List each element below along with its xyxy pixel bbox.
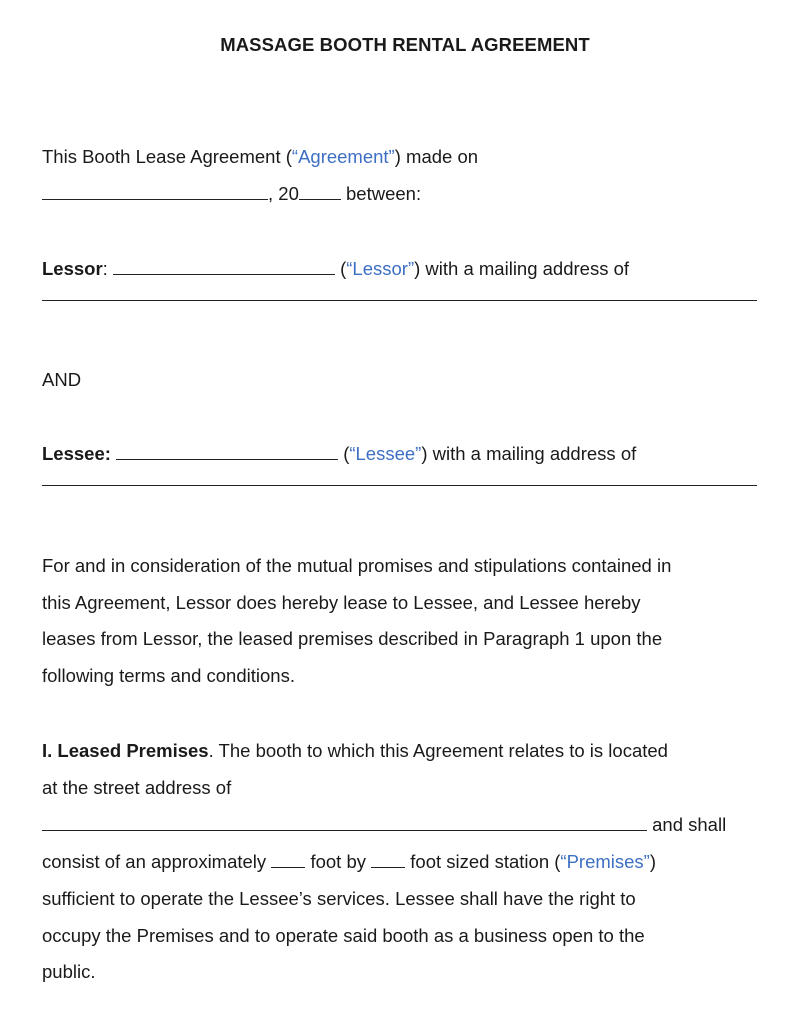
station-text: foot sized station ( <box>410 851 561 872</box>
and-shall: and shall <box>652 814 727 835</box>
lessee-tail: ) with a mailing address of <box>421 443 637 464</box>
section-1-line-2: at the street address of <box>42 777 232 798</box>
lessee-address-blank[interactable] <box>42 485 757 486</box>
agreement-term: “Agreement” <box>291 146 395 167</box>
lessee-term: “Lessee” <box>349 443 422 464</box>
consideration-line-4: following terms and conditions. <box>42 665 295 686</box>
section-1-line-1 <box>42 740 668 762</box>
foot-by: foot by <box>310 851 366 872</box>
and-label: AND <box>42 369 82 390</box>
lessor-address-blank[interactable] <box>42 300 757 301</box>
premises-term: “Premises” <box>560 851 650 872</box>
lessee-line <box>42 443 636 465</box>
lessee-name-blank[interactable] <box>116 443 338 460</box>
section-1-line-3 <box>42 814 726 836</box>
section-1-heading: I. Leased Premises <box>42 740 209 761</box>
width-blank[interactable] <box>271 851 305 868</box>
consideration-line-3: leases from Lessor, the leased premises described in Paragraph 1 upon the <box>42 628 663 649</box>
street-address-blank[interactable] <box>42 814 647 831</box>
date-blank[interactable] <box>42 183 268 200</box>
between-label: between: <box>346 183 422 204</box>
dimension-lead: consist of an approximately <box>42 851 267 872</box>
section-1-line-5: sufficient to operate the Lessee’s services. Lessee shall have the right to <box>42 888 636 909</box>
intro-lead: This Booth Lease Agreement ( <box>42 146 292 167</box>
year-blank[interactable] <box>299 183 341 200</box>
document-title: MASSAGE BOOTH RENTAL AGREEMENT <box>220 34 590 55</box>
lessee-label: Lessee: <box>42 443 111 464</box>
intro-tail: ) made on <box>394 146 479 167</box>
year-prefix: , 20 <box>268 183 299 204</box>
section-1-line-4 <box>42 851 656 873</box>
consideration-line-2: this Agreement, Lessor does hereby lease to Lessee, and Lessee hereby <box>42 592 641 613</box>
intro-line-1 <box>42 146 478 168</box>
consideration-line-1: For and in consideration of the mutual promises and stipulations contained in <box>42 555 672 576</box>
lessor-open: ( <box>340 258 347 279</box>
section-1-line-1-rest: . The booth to which this Agreement relates to is located <box>208 740 668 761</box>
premises-close: ) <box>649 851 657 872</box>
lessor-line <box>42 258 629 280</box>
section-1-line-6: occupy the Premises and to operate said booth as a business open to the <box>42 925 645 946</box>
lessee-open: ( <box>343 443 350 464</box>
intro-line-2 <box>42 183 421 205</box>
lessor-colon: : <box>102 258 108 279</box>
lessor-name-blank[interactable] <box>113 258 335 275</box>
lessor-tail: ) with a mailing address of <box>414 258 630 279</box>
section-1-line-7: public. <box>42 961 96 982</box>
lessor-term: “Lessor” <box>346 258 415 279</box>
lessor-label: Lessor <box>42 258 103 279</box>
length-blank[interactable] <box>371 851 405 868</box>
